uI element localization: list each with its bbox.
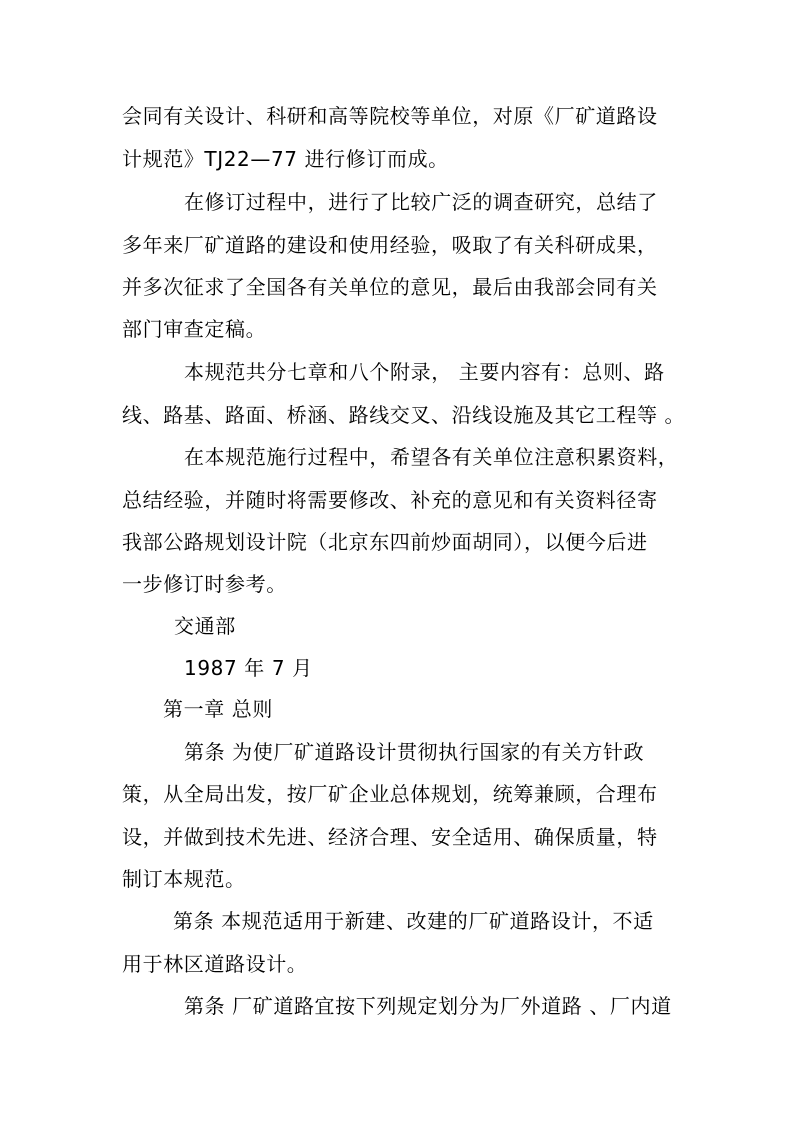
text-line: 部门审查定稿。 bbox=[122, 317, 267, 341]
text-line: 本规范共分七章和八个附录， 主要内容有：总则、路 bbox=[184, 360, 665, 384]
text-line: 第条 为使厂矿道路设计贯彻执行国家的有关方针政 bbox=[184, 740, 645, 764]
text-line: 制订本规范。 bbox=[122, 867, 246, 891]
text-line: 第条 本规范适用于新建、改建的厂矿道路设计，不适 bbox=[173, 909, 654, 933]
chapter-heading: 第一章 总则 bbox=[163, 697, 273, 721]
text-line: 第条 厂矿道路宜按下列规定划分为厂外道路 、厂内道 bbox=[184, 994, 672, 1018]
text-line: 计规范》TJ22—77 进行修订而成。 bbox=[122, 147, 449, 171]
text-line: 会同有关设计、科研和高等院校等单位，对原《厂矿道路设 bbox=[122, 104, 658, 128]
text-line: 多年来厂矿道路的建设和使用经验，吸取了有关科研成果， bbox=[122, 233, 658, 257]
text-line: 并多次征求了全国各有关单位的意见，最后由我部会同有关 bbox=[122, 275, 658, 299]
text-line: 设，并做到技术先进、经济合理、安全适用、确保质量，特 bbox=[122, 825, 658, 849]
text-line: 我部公路规划设计院（北京东四前炒面胡同），以便今后进 bbox=[122, 530, 648, 554]
text-line: 总结经验，并随时将需要修改、补充的意见和有关资料径寄 bbox=[122, 488, 658, 512]
text-line: 线、路基、路面、桥涵、路线交叉、沿线设施及其它工程等 。 bbox=[122, 403, 686, 427]
signature-date: 1987 年 7 月 bbox=[184, 656, 313, 680]
text-line: 策，从全局出发，按厂矿企业总体规划，统筹兼顾，合理布 bbox=[122, 782, 658, 806]
text-line: 用于林区道路设计。 bbox=[122, 952, 308, 976]
text-line: 在修订过程中，进行了比较广泛的调查研究，总结了 bbox=[184, 190, 658, 214]
signature-organization: 交通部 bbox=[174, 614, 236, 638]
text-line: 在本规范施行过程中，希望各有关单位注意积累资料， bbox=[184, 445, 679, 469]
text-line: 一步修订时参考。 bbox=[122, 572, 287, 596]
